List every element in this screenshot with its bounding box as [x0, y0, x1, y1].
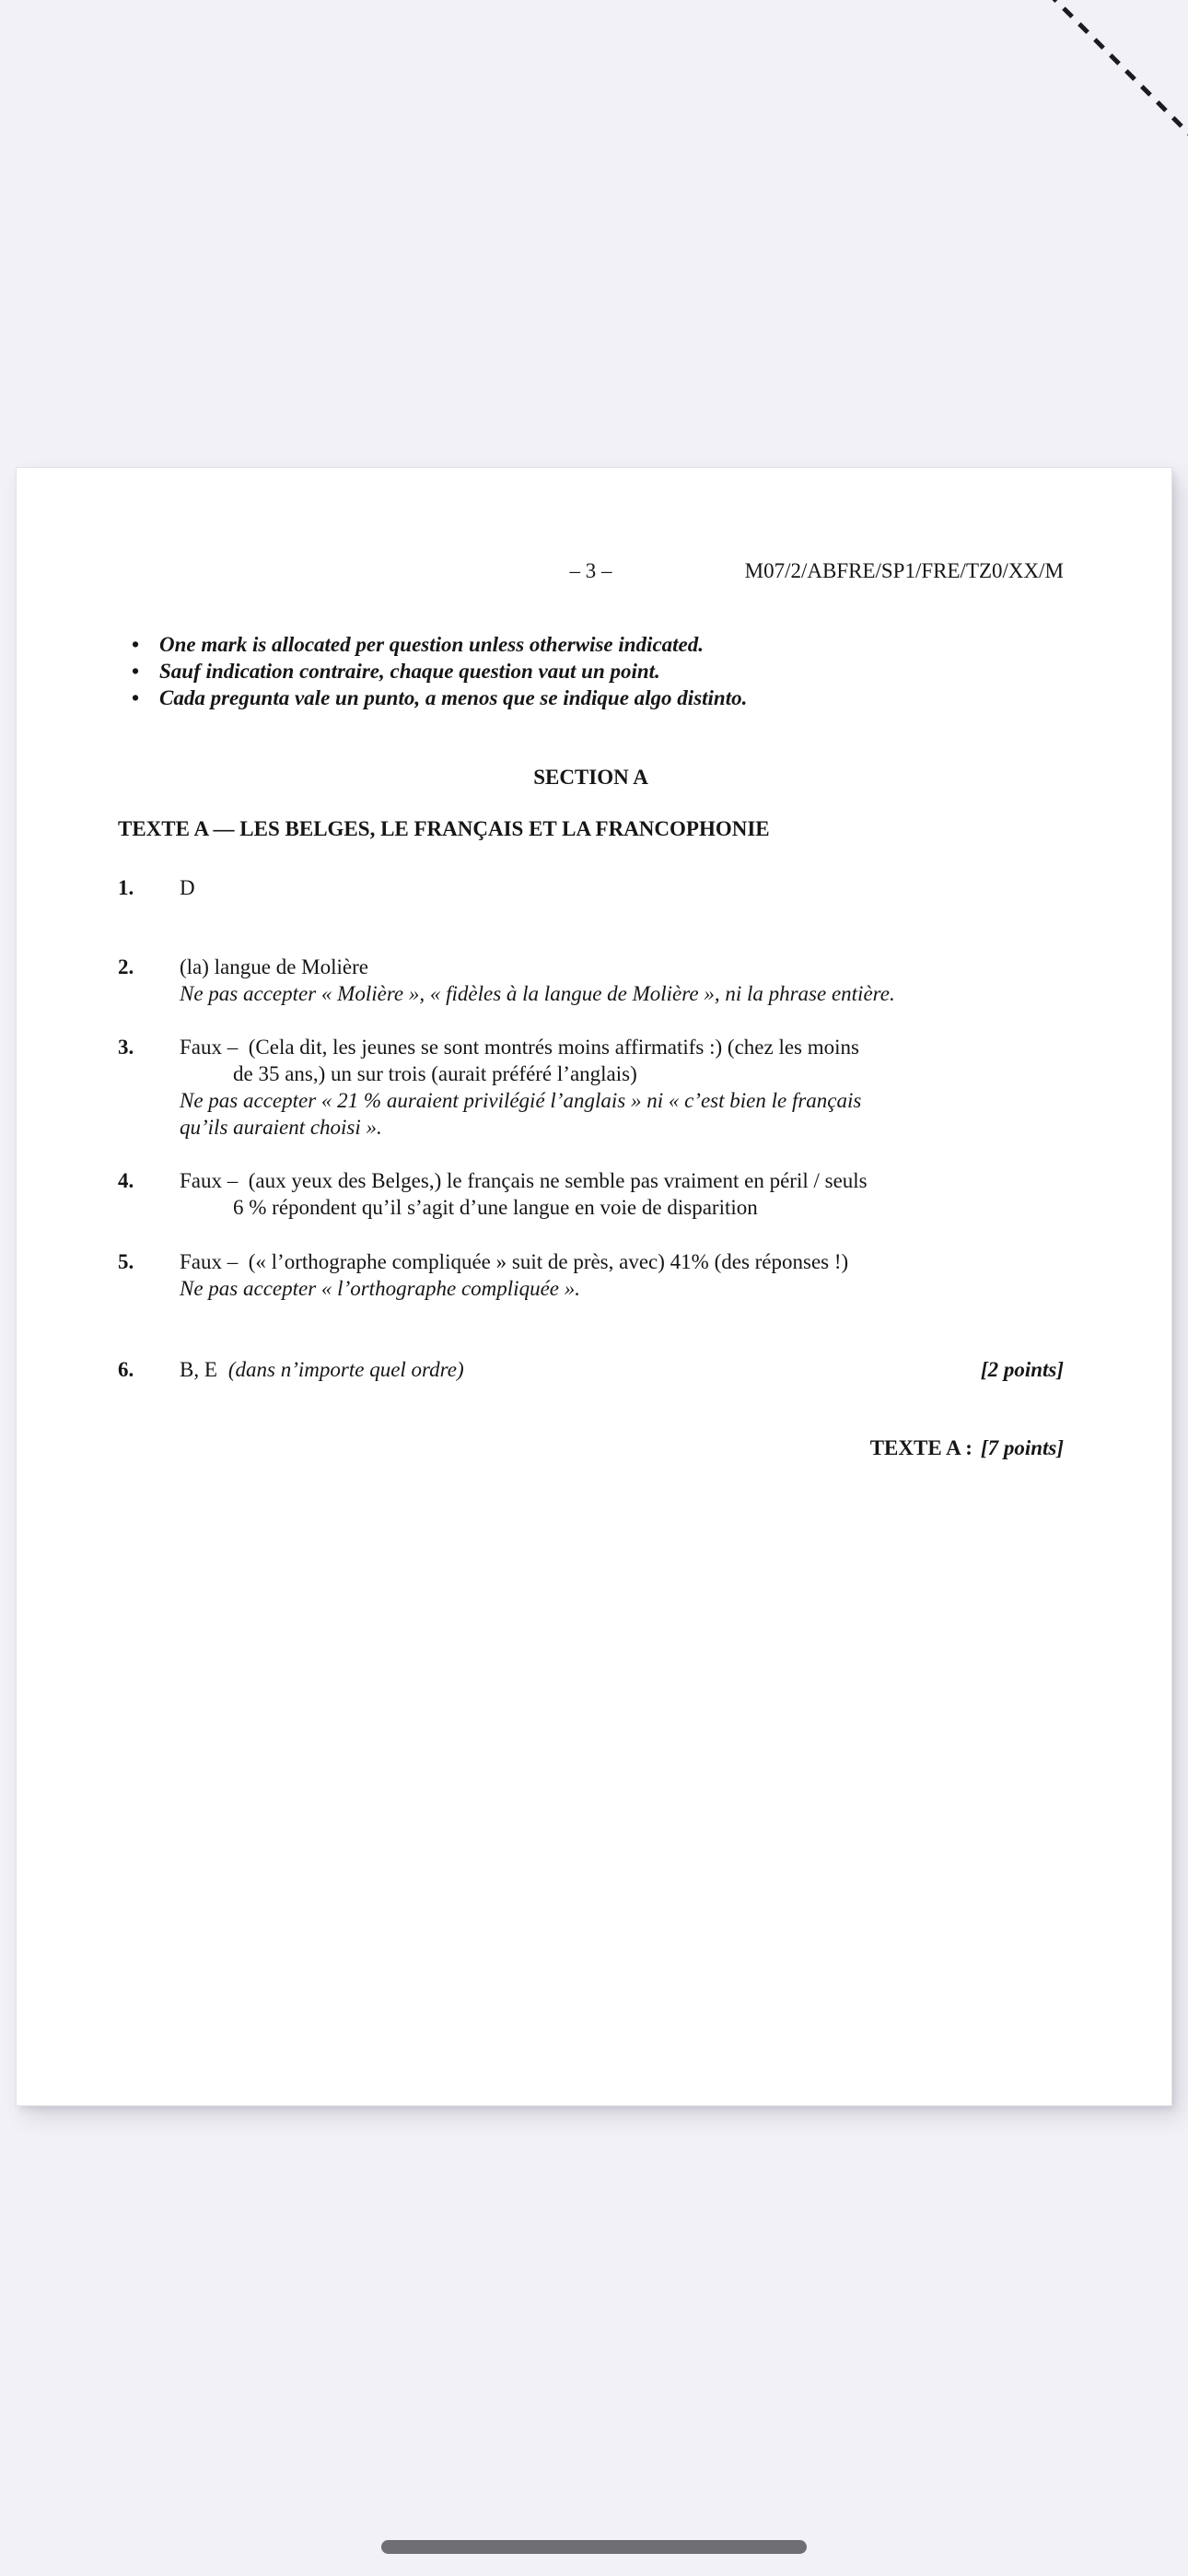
item-body	[180, 1248, 1064, 1302]
answer-text: B, E	[180, 1358, 217, 1381]
item-number: 4.	[118, 1169, 134, 1192]
total-points: [7 points]	[980, 1436, 1064, 1459]
answer-line: Faux – (aux yeux des Belges,) le français ne semble pas vraiment en péril / seuls	[180, 1169, 868, 1192]
document-page[interactable]	[17, 468, 1171, 2105]
answer-line: Faux – (Cela dit, les jeunes se sont montrés moins affirmatifs :) (chez les moins	[180, 1036, 859, 1059]
note-line: Ne pas accepter « 21 % auraient privilégié l’anglais » ni « c’est bien le français	[180, 1089, 862, 1112]
item-number: 5.	[118, 1250, 134, 1273]
answer-line: Faux – (« l’orthographe compliquée » suit de près, avec) 41% (des réponses !)	[180, 1250, 849, 1273]
section-title: SECTION A	[533, 766, 648, 789]
item-row	[118, 1167, 1064, 1221]
answer-line	[180, 1356, 1064, 1383]
reference-code: M07/2/ABFRE/SP1/FRE/TZ0/XX/M	[744, 559, 1064, 582]
item-body	[180, 874, 1064, 901]
home-indicator[interactable]	[381, 2540, 807, 2554]
item-row	[118, 1248, 1064, 1302]
texte-a-total	[118, 1434, 1064, 1461]
item-body	[180, 954, 1064, 1007]
points-badge: [2 points]	[980, 1358, 1064, 1381]
items-list	[118, 874, 1064, 1383]
instruction-bullet: • Sauf indication contraire, chaque question vaut un point.	[118, 658, 1064, 685]
page-content	[118, 468, 1064, 1461]
item-number: 1.	[118, 876, 134, 899]
answer-line: 6 % répondent qu’il s’agit d’une langue en voie de disparition	[233, 1196, 758, 1219]
instruction-bullet: • Cada pregunta vale un punto, a menos que se indique algo distinto.	[118, 685, 1064, 711]
item-row	[118, 954, 1064, 1007]
note-line: Ne pas accepter « l’orthographe compliquée ».	[180, 1277, 580, 1300]
page-number: – 3 –	[569, 559, 612, 582]
note-line: Ne pas accepter « Molière », « fidèles à la langue de Molière », ni la phrase entière.	[180, 982, 895, 1005]
item-number: 2.	[118, 955, 134, 978]
instructions-list	[118, 631, 1064, 711]
note-line: qu’ils auraient choisi ».	[180, 1116, 382, 1139]
answer-line: (la) langue de Molière	[180, 955, 368, 978]
item-row	[118, 1034, 1064, 1141]
item-number: 6.	[118, 1358, 134, 1381]
total-label: TEXTE A :	[869, 1436, 973, 1459]
corner-cut-dashed-line-icon	[1008, 0, 1188, 157]
item-body	[180, 1356, 1064, 1383]
item-number: 3.	[118, 1036, 134, 1059]
item-row	[118, 1356, 1064, 1383]
page-header	[118, 557, 1064, 584]
item-row	[118, 874, 1064, 901]
item-body	[180, 1034, 1064, 1141]
texte-a-heading: TEXTE A — LES BELGES, LE FRANÇAIS ET LA FRANCOPHONIE	[118, 817, 770, 840]
answer-note-inline: (dans n’importe quel ordre)	[227, 1358, 464, 1381]
instruction-bullet: • One mark is allocated per question unless otherwise indicated.	[118, 631, 1064, 658]
answer-line: D	[180, 876, 195, 899]
item-body	[180, 1167, 1064, 1221]
answer-line: de 35 ans,) un sur trois (aurait préféré l’anglais)	[233, 1062, 637, 1085]
